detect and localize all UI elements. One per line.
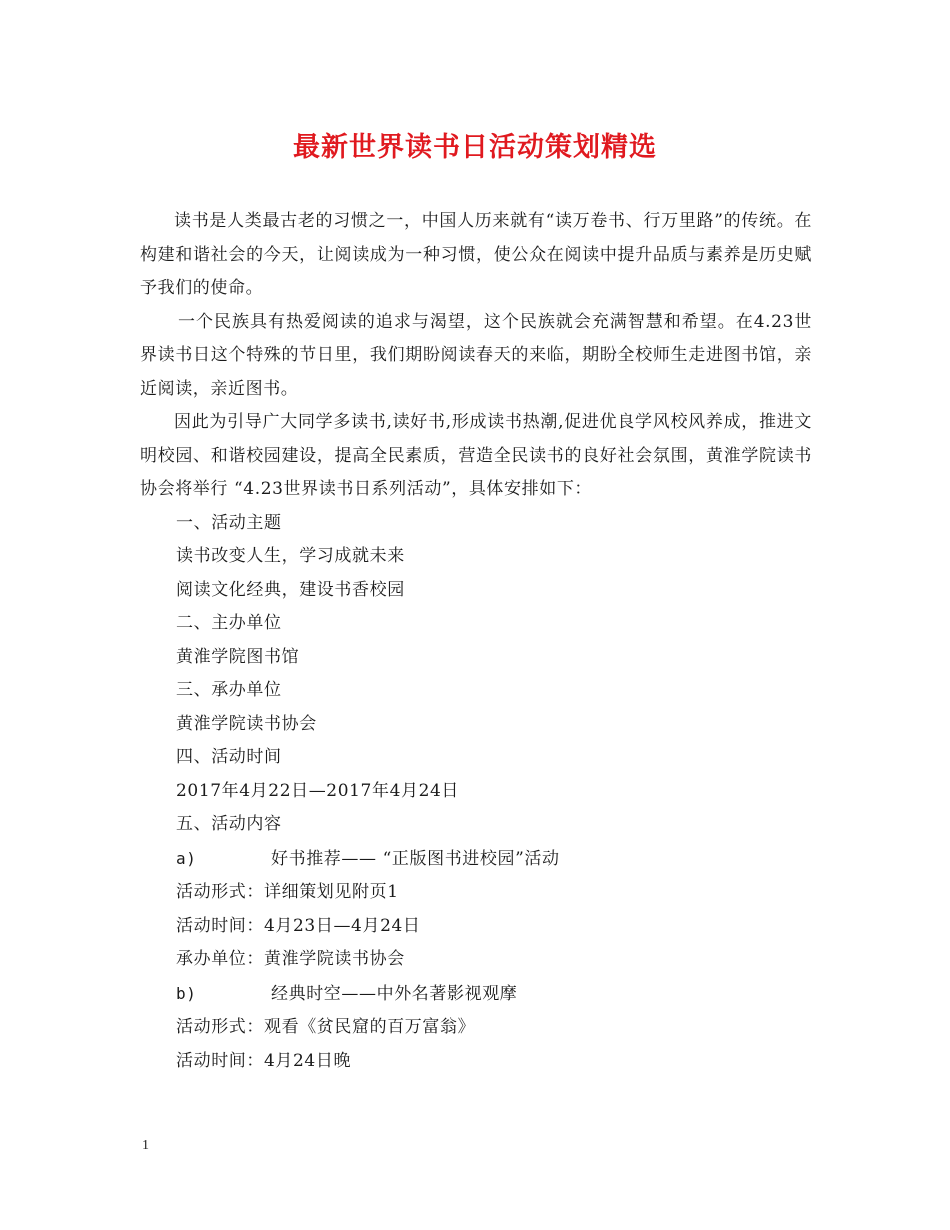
document-title: 最新世界读书日活动策划精选 (293, 132, 657, 163)
activity-b-name: 经典时空——中外名著影视观摩 (271, 983, 518, 1004)
content-heading: 五、活动内容 (176, 814, 282, 834)
activity-b-form: 活动形式：观看《贫民窟的百万富翁》 (176, 1017, 476, 1037)
activity-a-time: 活动时间：4月23日—4月24日 (176, 915, 421, 936)
theme-line-1: 读书改变人生，学习成就未来 (176, 546, 405, 566)
organizer-heading: 三、承办单位 (176, 680, 282, 700)
time-value: 2017年4月22日—2017年4月24日 (176, 780, 460, 801)
organizer-value: 黄淮学院读书协会 (176, 713, 317, 734)
purpose-paragraph: 因此为引导广大同学多读书,读好书,形成读书热潮,促进优良学风校风养成，推进文明校园、和谐校园建设，提高全民素质，营造全民读书的良好社会氛围，黄淮学院读书协会将举行 “4.23世界读书日系列活动”，具体安排如下： (140, 412, 812, 499)
page-number: 1 (142, 1138, 149, 1153)
host-heading: 二、主办单位 (176, 613, 282, 633)
host-value: 黄淮学院图书馆 (176, 646, 300, 667)
time-heading: 四、活动时间 (176, 747, 282, 767)
activity-b-marker: b) (176, 983, 197, 1003)
theme-line-2: 阅读文化经典，建设书香校园 (176, 579, 405, 600)
activity-b-time: 活动时间：4月24日晚 (176, 1050, 352, 1071)
activity-a-name: 好书推荐—— “正版图书进校园”活动 (271, 848, 560, 869)
activity-a-row (140, 842, 812, 877)
activity-a-marker: a) (176, 848, 197, 868)
activity-b-row (140, 977, 812, 1012)
nation-paragraph: 一个民族具有热爱阅读的追求与渴望，这个民族就会充满智慧和希望。在4.23世界读书日这个特殊的节日里，我们期盼阅读春天的来临，期盼全校师生走进图书馆，亲近阅读，亲近图书。 (140, 311, 812, 399)
theme-heading: 一、活动主题 (176, 512, 282, 533)
intro-paragraph: 读书是人类最古老的习惯之一，中国人历来就有“读万卷书、行万里路”的传统。在构建和谐社会的今天，让阅读成为一种习惯，使公众在阅读中提升品质与素养是历史赋予我们的使命。 (140, 211, 812, 298)
document-body (140, 205, 812, 1078)
activity-a-form: 活动形式：详细策划见附页1 (176, 882, 399, 902)
activity-a-organizer: 承办单位：黄淮学院读书协会 (176, 949, 405, 969)
